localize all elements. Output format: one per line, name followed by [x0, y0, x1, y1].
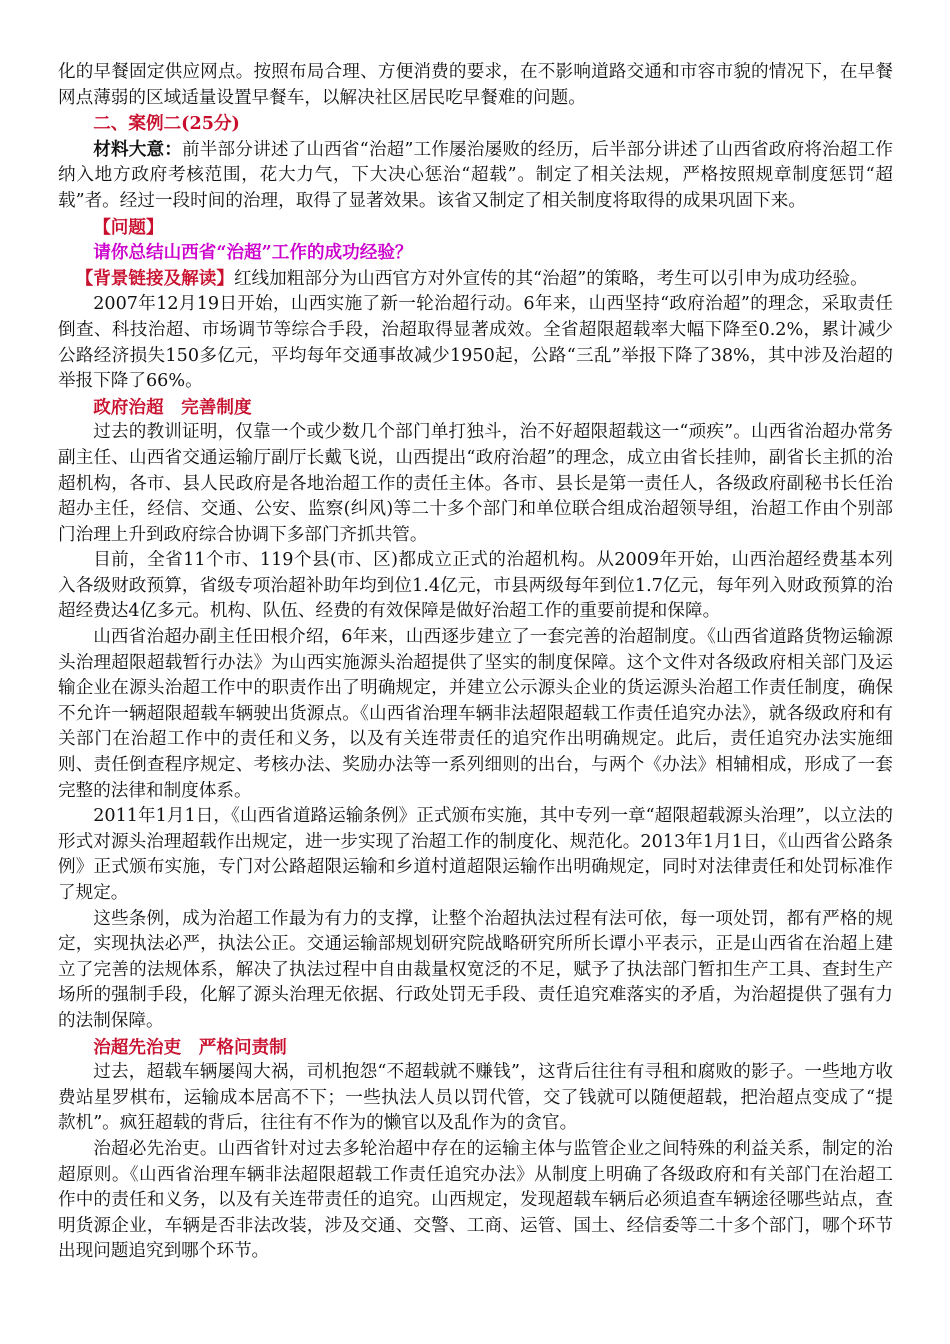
paragraph-legal-support: 这些条例，成为治超工作最为有力的支撑，让整个治超执法过程有法可依，每一项处罚，都有严格的规定，实现执法必严，执法公正。交通运输部规划研究院战略研究所所长谭小平表示，正是山西省在治超上建立了完善的法规体系，解决了执法过程中自由裁量权宽泛的不足，赋予了执法部门暂扣生产工具、查封生产场所的强制手段，化解了源头治理无依据、行政处罚无手段、责任追究难落实的矛盾，为治超提供了强有力的法制保障。	[58, 908, 893, 1031]
label-background-link: 【背景链接及解读】	[75, 267, 234, 289]
heading-case-two: 二、案例二(25分)	[93, 113, 240, 135]
paragraph-lessons: 过去的教训证明，仅靠一个或少数几个部门单打独斗，治不好超限超载这一“顽疾”。山西省治超办常务副主任、山西省交通运输厅副厅长戴飞说，山西提出“政府治超”的理念，成立由省长挂帅，副省长主抓的治超机构，各市、县人民政府是各地治超工作的责任主体。各市、县长是第一责任人，各级政府副秘书长任治超办主任，经信、交通、公安、监察(纠风)等二十多个部门和单位联合组成治超领导组，治超工作由个别部门治理上升到政府综合协调下多部门齐抓共管。	[58, 422, 893, 545]
heading-question: 【问题】	[93, 216, 164, 238]
text-material-summary: 前半部分讲述了山西省“治超”工作屡治屡败的经历，后半部分讲述了山西省政府将治超工作纳入地方政府考核范围，花大力气，下大决心惩治“超载”。制定了相关法规，严格按照规章制度惩罚“超载”者。经过一段时间的治理，取得了显著效果。该省又制定了相关制度将取得的成果巩固下来。	[58, 139, 893, 211]
paragraph-past-corruption: 过去，超载车辆屡闯大祸，司机抱怨“不超载就不赚钱”，这背后往往有寻租和腐败的影子。一些地方收费站星罗棋布，运输成本居高不下；一些执法人员以罚代管，交了钱就可以随便超载，把治超点变成了“提款机”。疯狂超载的背后，往往有不作为的懒官以及乱作为的贪官。	[58, 1062, 893, 1134]
paragraph-legislation: 2011年1月1日，《山西省道路运输条例》正式颁布实施，其中专列一章“超限超载源头治理”，以立法的形式对源头治理超载作出规定，进一步实现了治超工作的制度化、规范化。2013年1月1日，《山西省公路条例》正式颁布实施，专门对公路超限运输和乡道村道超限运输作出明确规定，同时对法律责任和处罚标准作了规定。	[58, 806, 893, 903]
heading-officials-accountability: 治超先治吏 严格问责制	[93, 1036, 287, 1058]
text-background-link: 红线加粗部分为山西官方对外宣传的其“治超”的策略，考生可以引申为成功经验。	[233, 268, 868, 289]
question-text: 请你总结山西省“治超”工作的成功经验？	[93, 242, 413, 264]
paragraph-regulations: 山西省治超办副主任田根介绍，6年来，山西逐步建立了一套完善的治超制度。《山西省道路货物运输源头治理超限超载暂行办法》为山西实施源头治超提供了坚实的制度保障。这个文件对各级政府相关部门及运输企业在源头治超工作中的职责作出了明确规定，并建立公示源头企业的货运源头治超工作责任制度，确保不允许一辆超限超载车辆驶出货源点。《山西省治理车辆非法超限超载工作责任追究办法》，就各级政府和有关部门在治超工作中的责任和义务，以及有关连带责任的追究作出明确规定。此后，责任追究办法实施细则、责任倒查程序规定、考核办法、奖励办法等一系列细则的出台，与两个《办法》相辅相成，形成了一套完整的法律和制度体系。	[58, 627, 893, 801]
paragraph-accountability: 治超必先治吏。山西省针对过去多轮治超中存在的运输主体与监管企业之间特殊的利益关系，制定的治超原则。《山西省治理车辆非法超限超载工作责任追究办法》从制度上明确了各级政府和有关部门在治超工作中的责任和义务，以及有关连带责任的追究。山西规定，发现超载车辆后必须追查车辆途径哪些站点，查明货源企业，车辆是否非法改装，涉及交通、交警、工商、运管、国土、经信委等二十多个部门，哪个环节出现问题追究到哪个环节。	[58, 1138, 893, 1262]
paragraph-overview: 2007年12月19日开始，山西实施了新一轮治超行动。6年来，山西坚持“政府治超”的理念，采取责任倒查、科技治超、市场调节等综合手段，治超取得显著成效。全省超限超载率大幅下降至0.2%，累计减少公路经济损失150多亿元，平均每年交通事故减少1950起，公路“三乱”举报下降了38%，其中涉及治超的举报下降了66%。	[58, 294, 893, 392]
paragraph-material-summary	[58, 137, 893, 215]
heading-government-control: 政府治超 完善制度	[93, 396, 252, 418]
paragraph-intro-continued: 化的早餐固定供应网点。按照布局合理、方便消费的要求，在不影响道路交通和市容市貌的情况下，在早餐网点薄弱的区域适量设置早餐车，以解决社区居民吃早餐难的问题。	[58, 62, 893, 108]
paragraph-institutions: 目前，全省11个市、119个县(市、区)都成立正式的治超机构。从2009年开始，山西治超经费基本列入各级财政预算，省级专项治超补助年均到位1.4亿元，市县两级每年到位1.7亿元，每年列入财政预算的治超经费达4亿多元。机构、队伍、经费的有效保障是做好治超工作的重要前提和保障。	[58, 550, 893, 622]
label-material-summary: 材料大意：	[93, 138, 183, 160]
document-page	[58, 60, 893, 1265]
paragraph-background-link	[58, 266, 893, 293]
